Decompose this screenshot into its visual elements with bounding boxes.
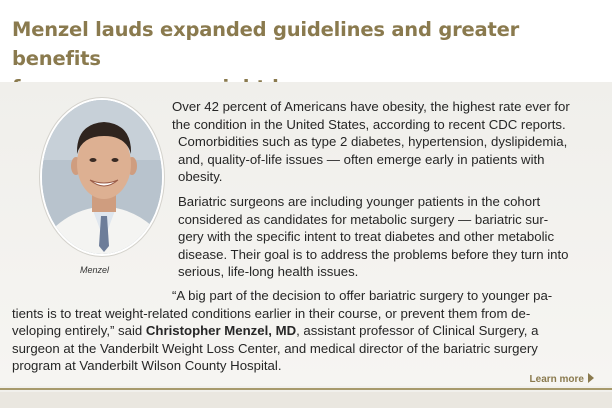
- p3-line: tients is to treat weight-related conditions earlier in their course, or prevent them from de-: [12, 305, 531, 321]
- p3-text: veloping entirely,” said: [12, 323, 146, 339]
- photo-caption: Menzel: [80, 265, 110, 275]
- header-band: [0, 0, 612, 82]
- triangle-right-icon: [588, 373, 594, 383]
- footer-rule: [0, 388, 612, 390]
- p1-line: the condition in the United States, according to recent CDC reports.: [172, 116, 566, 132]
- p3-line: [12, 322, 602, 340]
- title-line-1: Menzel lauds expanded guidelines and greater benefits: [12, 18, 520, 70]
- portrait-illustration: [42, 100, 164, 256]
- learn-more-label: Learn more: [529, 374, 584, 385]
- paragraph-3: [12, 287, 602, 375]
- p1-line: and, quality-of-life issues — often emerge early in patients with: [178, 151, 545, 167]
- p1-line: obesity.: [178, 169, 223, 185]
- p3-line: program at Vanderbilt Wilson County Hospital.: [12, 358, 282, 374]
- author-photo: [40, 98, 164, 256]
- p1-line: Over 42 percent of Americans have obesity, the highest rate ever for: [172, 99, 570, 114]
- paragraph-2: [172, 193, 604, 281]
- p2-line: considered as candidates for metabolic surgery — bariatric sur-: [178, 211, 549, 227]
- p3-line: “A big part of the decision to offer bariatric surgery to younger pa-: [172, 288, 553, 303]
- p2-line: serious, life-long health issues.: [178, 264, 359, 280]
- paragraph-1: [172, 98, 604, 186]
- p2-line: gery with the specific intent to treat diabetes and other metabolic: [178, 229, 555, 245]
- person-name: Christopher Menzel, MD: [145, 323, 297, 339]
- p3-text: , assistant professor of Clinical Surgery, a: [296, 323, 539, 339]
- p2-line: Bariatric surgeons are including younger patients in the cohort: [178, 194, 541, 209]
- learn-more-link[interactable]: [530, 373, 594, 385]
- p3-line: surgeon at the Vanderbilt Weight Loss Center, and medical director of the bariatric surgery: [12, 340, 538, 356]
- p2-line: disease. Their goal is to address the problems before they turn into: [178, 246, 569, 262]
- footer-band: [0, 392, 612, 408]
- p1-line: Comorbidities such as type 2 diabetes, hypertension, dyslipidemia,: [178, 134, 568, 150]
